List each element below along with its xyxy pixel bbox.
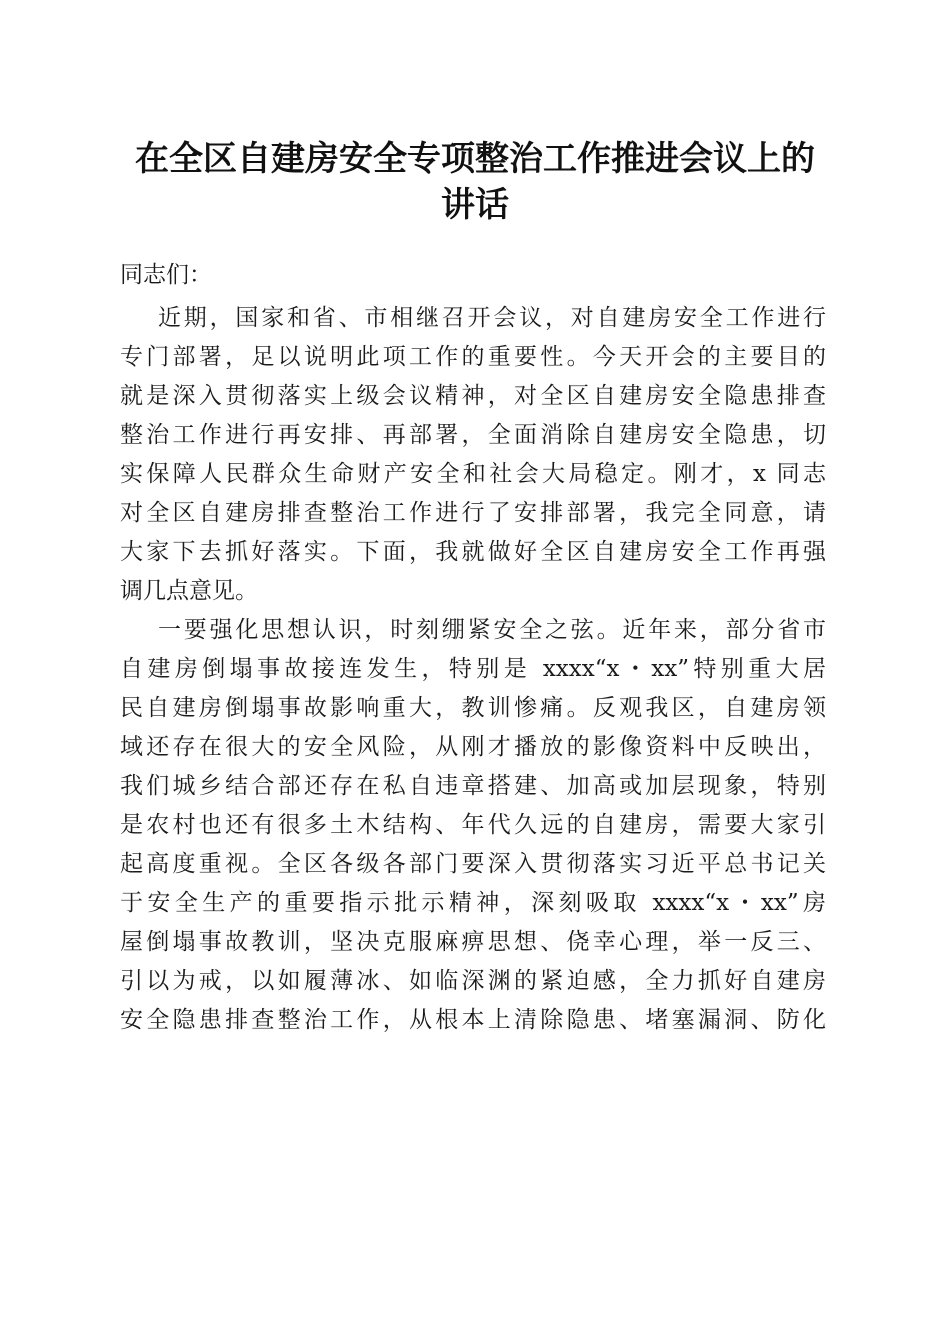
text-line: 近期，国家和省、市相继召开会议，对自建房安全工作进行 — [158, 305, 826, 331]
text-line: 大家下去抓好落实。下面，我就做好全区自建房安全工作再强 — [120, 539, 826, 565]
text-line: 于安全生产的重要指示批示精神，深刻吸取 xxxx“x・xx”房 — [120, 890, 826, 916]
document-title — [100, 136, 850, 228]
paragraph-2 — [120, 611, 826, 1040]
text-line: 就是深入贯彻落实上级会议精神，对全区自建房安全隐患排查 — [120, 383, 826, 409]
paragraph-1 — [120, 299, 826, 611]
text-line: 民自建房倒塌事故影响重大，教训惨痛。反观我区，自建房领 — [120, 695, 826, 721]
text-line: 自建房倒塌事故接连发生，特别是 xxxx“x・xx”特别重大居 — [120, 656, 826, 682]
text-line: 是农村也还有很多土木结构、年代久远的自建房，需要大家引 — [120, 812, 826, 838]
text-line: 起高度重视。全区各级各部门要深入贯彻落实习近平总书记关 — [120, 851, 826, 877]
text-line: 引以为戒，以如履薄冰、如临深渊的紧迫感，全力抓好自建房 — [120, 968, 826, 994]
text-line: 对全区自建房排查整治工作进行了安排部署，我完全同意，请 — [120, 500, 826, 526]
text-line: 专门部署，足以说明此项工作的重要性。今天开会的主要目的 — [120, 344, 826, 370]
text-line: 一要强化思想认识，时刻绷紧安全之弦。近年来，部分省市 — [158, 617, 826, 643]
text-line: 整治工作进行再安排、再部署，全面消除自建房安全隐患，切 — [120, 422, 826, 448]
salutation: 同志们： — [120, 262, 212, 288]
title-line-2: 讲话 — [441, 185, 509, 225]
text-line: 调几点意见。 — [120, 578, 258, 604]
text-line: 安全隐患排查整治工作，从根本上清除隐患、堵塞漏洞、防化 — [120, 1007, 826, 1033]
text-line: 域还存在很大的安全风险，从刚才播放的影像资料中反映出， — [120, 734, 826, 760]
text-line: 屋倒塌事故教训，坚决克服麻痹思想、侥幸心理，举一反三、 — [120, 929, 826, 955]
document-body — [120, 256, 826, 1040]
text-line: 实保障人民群众生命财产安全和社会大局稳定。刚才，x 同志 — [120, 461, 826, 487]
title-line-1: 在全区自建房安全专项整治工作推进会议上的 — [135, 139, 815, 179]
text-line: 我们城乡结合部还存在私自违章搭建、加高或加层现象，特别 — [120, 773, 826, 799]
